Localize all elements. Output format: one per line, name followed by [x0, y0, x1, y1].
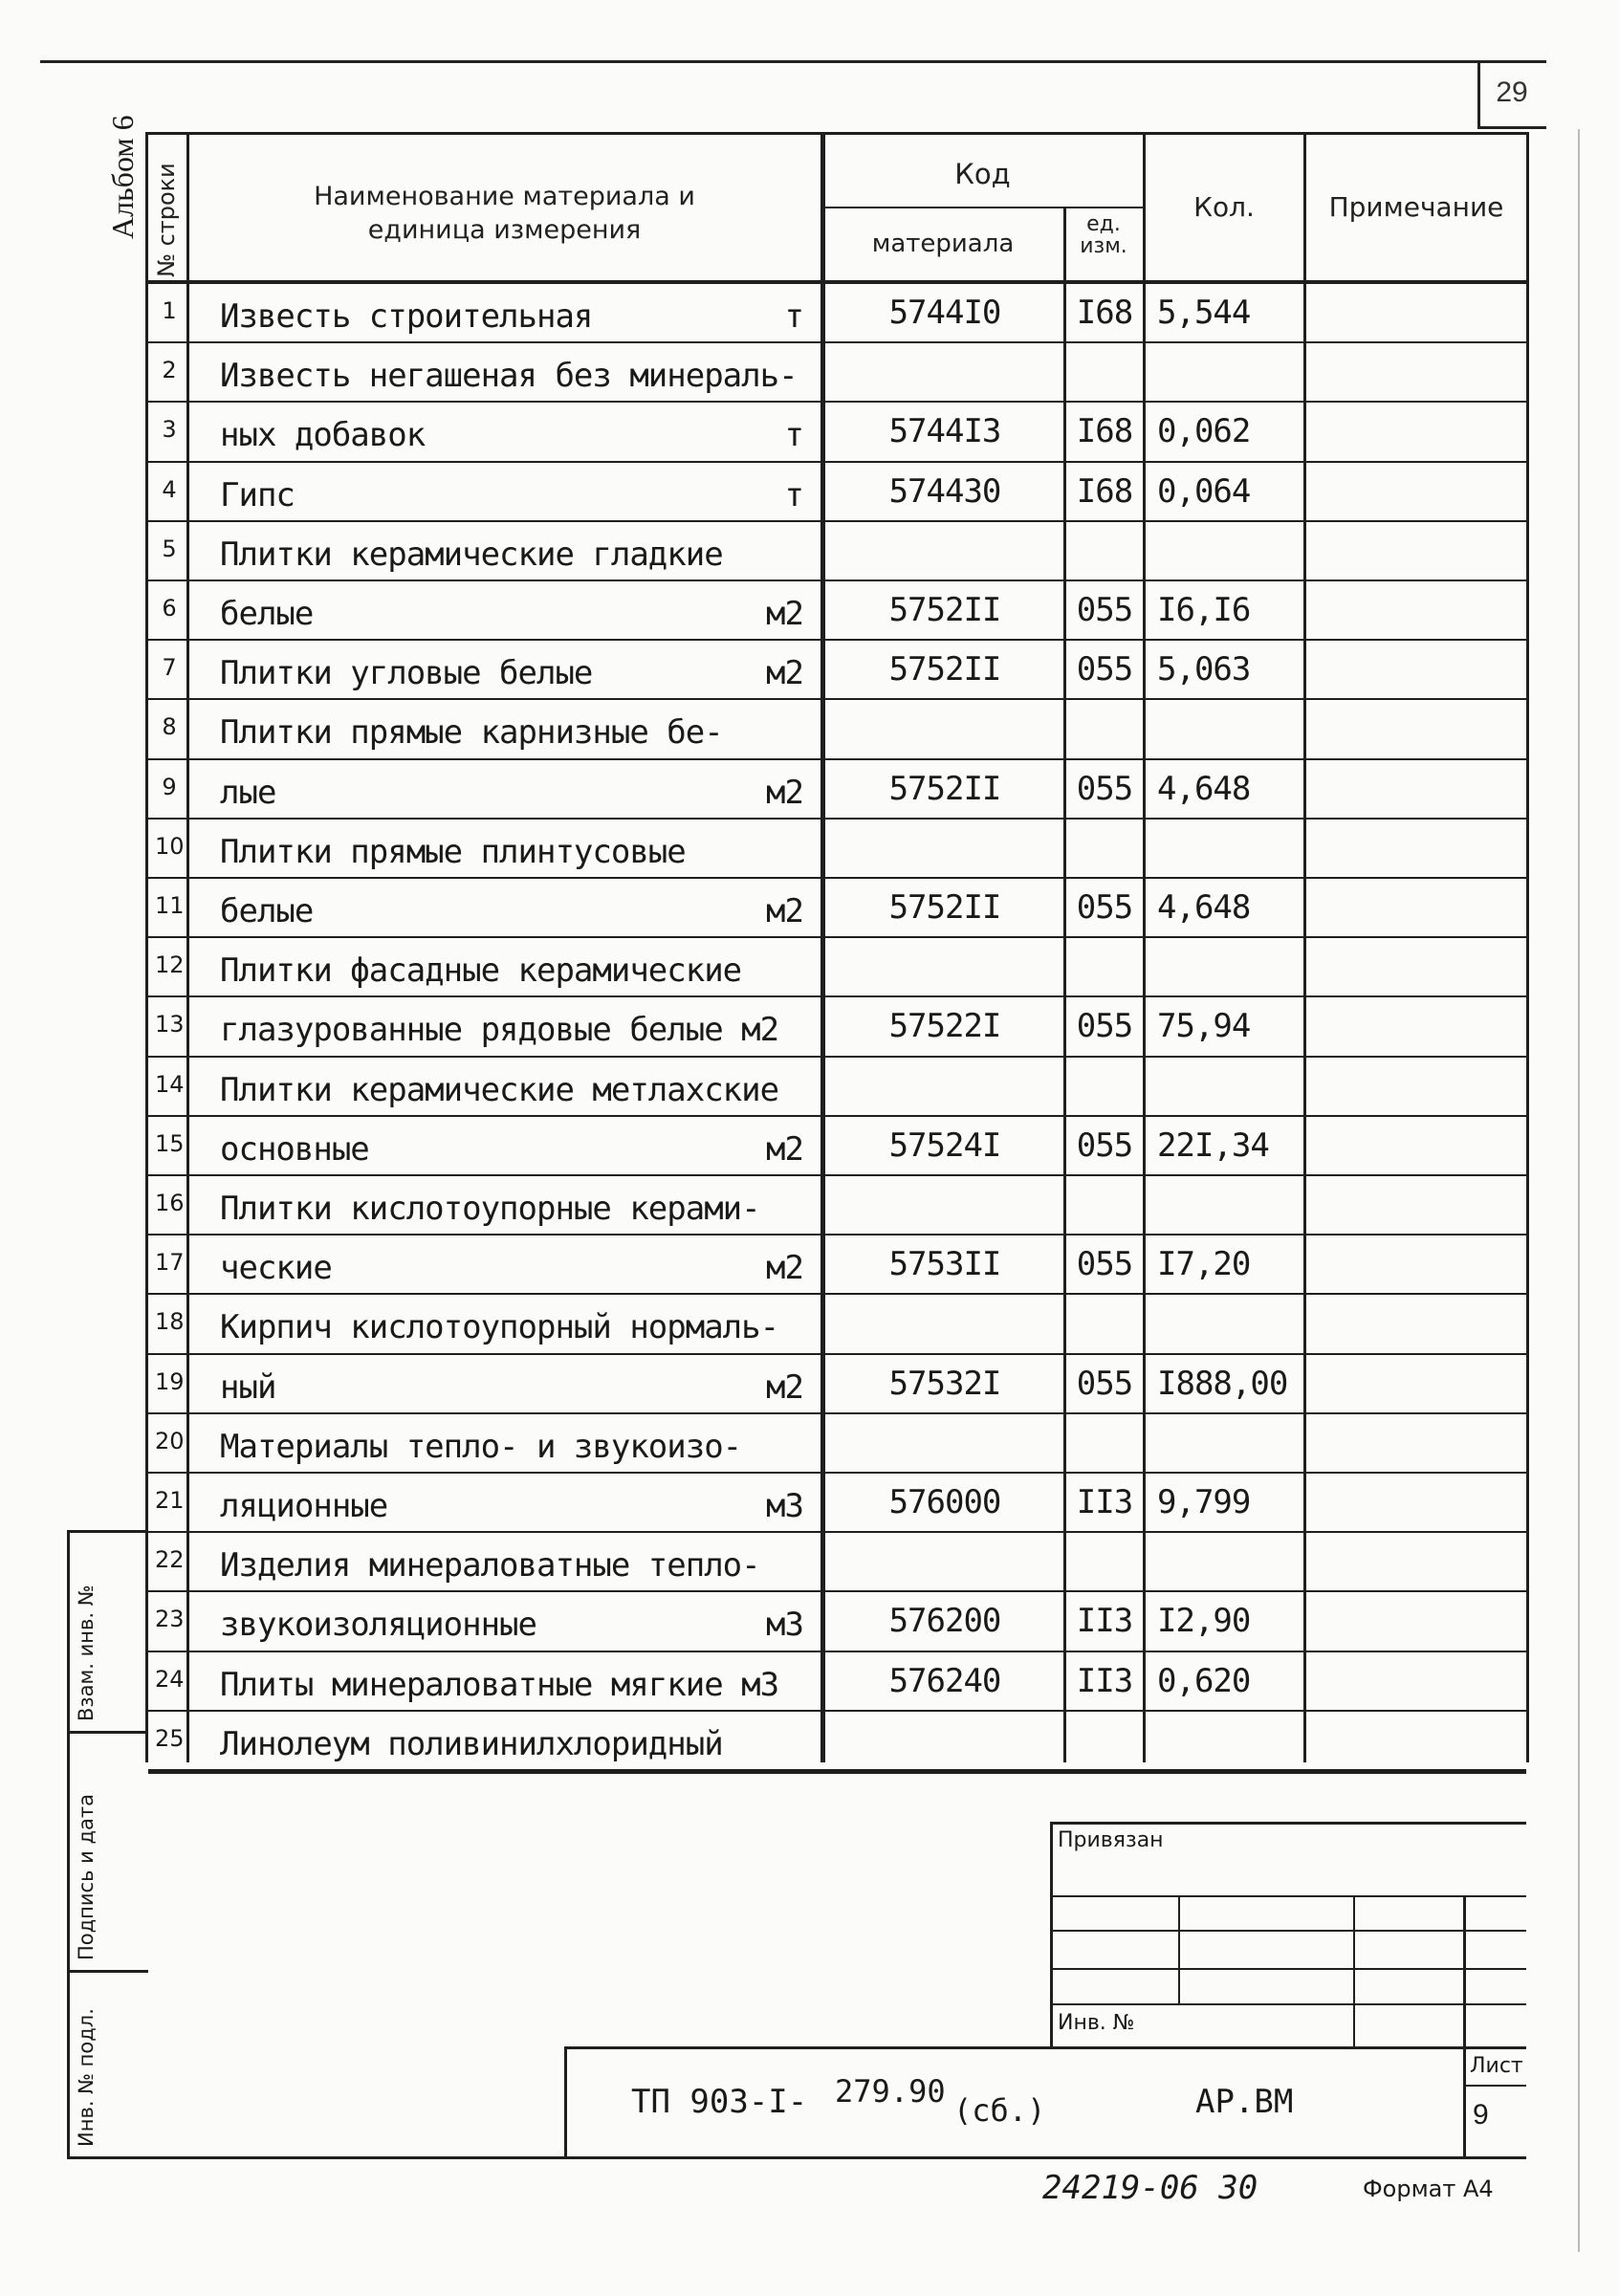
unit-code: 055 [1076, 1245, 1133, 1284]
header-name-line1: Наименование материала и [314, 182, 695, 211]
table-right-border [1526, 132, 1529, 1762]
material-code: 576200 [888, 1602, 1001, 1641]
material-unit: м2 [766, 892, 803, 930]
table-row-line [148, 818, 1526, 820]
quantity: I2,90 [1157, 1602, 1251, 1641]
stamp-grid-line-3 [1050, 1968, 1526, 1970]
material-code: 574430 [888, 471, 1001, 511]
material-unit: м2 [766, 773, 803, 812]
row-number: 17 [155, 1249, 185, 1277]
table-row-line [148, 1115, 1526, 1117]
stamp-grid-line-1 [1050, 1895, 1526, 1897]
table-row-line [148, 1293, 1526, 1295]
quantity: 4,648 [1157, 769, 1251, 808]
material-name: ческие [220, 1249, 332, 1288]
stamp-grid-col-2 [1353, 1895, 1355, 2046]
material-name: Известь строительная [220, 297, 593, 336]
row-number: 16 [155, 1190, 185, 1216]
stamp-main-top [564, 2046, 1526, 2049]
table-row-line [148, 698, 1526, 700]
row-number: 14 [155, 1070, 185, 1098]
stamp-inv-no: Инв. № [1058, 2011, 1135, 2035]
side-sep-1 [67, 1731, 148, 1734]
table-row-line [148, 520, 1526, 522]
header-rownum: № строки [153, 163, 180, 277]
table-row-line [148, 461, 1526, 463]
stamp-grid-col-1 [1178, 1895, 1180, 2003]
material-unit: м3 [766, 1606, 803, 1645]
table-row-line [148, 1590, 1526, 1592]
material-unit: м3 [766, 1487, 803, 1525]
quantity: 5,544 [1157, 294, 1251, 332]
material-name: белые [220, 892, 314, 930]
stamp-privyazan-label: Привязан [1058, 1828, 1164, 1852]
unit-code: 055 [1076, 1126, 1133, 1165]
row-number: 5 [162, 535, 177, 562]
header-bottom-border [145, 280, 1526, 284]
material-name: ляционные [220, 1487, 388, 1525]
table-row-line [148, 401, 1526, 403]
top-rule [40, 60, 1546, 63]
header-code-unit-2: изм. [1080, 234, 1127, 258]
material-name: Плитки фасадные керамические [220, 951, 742, 991]
material-name: ных добавок [220, 416, 426, 455]
material-code: 5753II [888, 1245, 1001, 1284]
stamp-grid-line-2 [1050, 1930, 1526, 1932]
col-sep-rownum [186, 132, 189, 1762]
material-name: Кирпич кислотоупорный нормаль- [220, 1308, 779, 1347]
right-edge-line [1578, 129, 1580, 2252]
material-name: Плитки керамические метлахские [220, 1070, 779, 1109]
unit-code: I68 [1076, 294, 1133, 332]
row-number: 10 [155, 832, 185, 860]
side-label-inv-podl: Инв. № подл. [75, 2008, 98, 2147]
material-unit: т [784, 416, 803, 455]
quantity: 4,648 [1157, 888, 1251, 927]
material-name: лые [220, 773, 276, 812]
unit-code: 055 [1076, 769, 1133, 808]
table-row-line [148, 1234, 1526, 1235]
row-number: 19 [155, 1367, 185, 1395]
side-column-top-border [67, 1530, 148, 1533]
page-bottom-border [67, 2156, 1526, 2159]
unit-code: 055 [1076, 1007, 1133, 1046]
material-name: Плитки прямые карнизные бе- [220, 713, 723, 753]
col-sep-qty [1303, 132, 1306, 1762]
col-sep-name [820, 132, 825, 1762]
material-unit: т [784, 297, 803, 336]
quantity: 75,94 [1157, 1007, 1251, 1046]
material-unit: м2 [766, 595, 803, 633]
stamp-section: АР.ВМ [1195, 2083, 1294, 2121]
header-name-line2: единица измерения [367, 215, 642, 245]
quantity: 0,064 [1157, 471, 1251, 511]
stamp-sheet-sep [1463, 2085, 1526, 2087]
side-column-left-border [67, 1530, 70, 2156]
stamp-privyazan-top [1050, 1822, 1526, 1825]
unit-code: II3 [1076, 1602, 1133, 1641]
unit-code: 055 [1076, 591, 1133, 629]
handwritten-archive-code: 24219-06 30 [1042, 2169, 1258, 2207]
material-name: Плитки керамические гладкие [220, 535, 723, 574]
table-row-line [148, 1710, 1526, 1712]
header-code-material: материала [871, 230, 1015, 258]
row-number: 6 [162, 595, 177, 622]
quantity: 5,063 [1157, 650, 1251, 689]
row-number: 25 [155, 1724, 185, 1752]
material-name: Изделия минераловатные тепло- [220, 1546, 760, 1585]
side-label-podpis: Подпись и дата [75, 1794, 98, 1960]
material-code: 5752II [888, 769, 1001, 808]
table-row-line [148, 1651, 1526, 1652]
stamp-doc-suffix: (сб.) [953, 2092, 1046, 2129]
quantity: I888,00 [1157, 1364, 1288, 1403]
material-name: Гипс [220, 475, 295, 514]
row-number: 21 [155, 1487, 185, 1514]
stamp-doc-code: ТП 903-I- [631, 2083, 808, 2121]
table-row-line [148, 1531, 1526, 1533]
unit-code: 055 [1076, 888, 1133, 927]
quantity: 0,062 [1157, 412, 1251, 451]
header-note: Примечание [1328, 191, 1504, 223]
material-code: 5752II [888, 888, 1001, 927]
material-code: 576240 [888, 1661, 1001, 1700]
header-code-unit-1: ед. [1086, 212, 1121, 236]
material-code: 5752II [888, 650, 1001, 689]
material-code: 57522I [888, 1007, 1001, 1046]
material-unit: м2 [766, 654, 803, 693]
row-number: 20 [155, 1427, 185, 1454]
row-number: 11 [155, 892, 185, 919]
unit-code: 055 [1076, 1364, 1133, 1403]
quantity: 9,799 [1157, 1483, 1251, 1521]
material-code: 57532I [888, 1364, 1001, 1403]
code-subheader-line [820, 207, 1146, 208]
table-row-line [148, 579, 1526, 581]
table-row-line [148, 936, 1526, 938]
table-row-line [148, 758, 1526, 760]
row-number: 15 [155, 1129, 185, 1157]
quantity: 0,620 [1157, 1661, 1251, 1700]
stamp-sheet-num: 9 [1473, 2099, 1489, 2131]
material-name: ный [220, 1367, 276, 1407]
quantity: I6,I6 [1157, 591, 1251, 629]
material-code: 5744I0 [888, 294, 1001, 332]
stamp-doc-num: 279.90 [835, 2073, 946, 2110]
row-number: 2 [162, 357, 177, 384]
material-code: 5744I3 [888, 412, 1001, 451]
row-number: 7 [162, 654, 177, 682]
row-number: 12 [155, 951, 185, 979]
table-row-line [148, 995, 1526, 997]
material-name: Материалы тепло- и звукоизо- [220, 1427, 742, 1466]
material-unit: м2 [766, 1367, 803, 1407]
table-row-line [148, 1472, 1526, 1474]
row-number: 8 [162, 713, 177, 741]
material-name: Плитки кислотоупорные керами- [220, 1190, 760, 1228]
row-number: 13 [155, 1011, 185, 1039]
material-name: Плиты минераловатные мягкие м3 [220, 1665, 779, 1704]
material-unit: т [784, 475, 803, 514]
quantity: 22I,34 [1157, 1126, 1269, 1165]
table-top-border [145, 132, 1526, 135]
table-row-line [148, 1056, 1526, 1058]
unit-code: II3 [1076, 1483, 1133, 1521]
material-name: звукоизоляционные [220, 1606, 536, 1645]
row-number: 9 [162, 773, 177, 800]
row-number: 23 [155, 1606, 185, 1633]
material-name: основные [220, 1129, 369, 1169]
material-name: Плитки прямые плинтусовые [220, 832, 686, 871]
material-code: 57524I [888, 1126, 1001, 1165]
stamp-top-border [148, 1771, 1526, 1774]
unit-code: I68 [1076, 471, 1133, 511]
header-qty: Кол. [1193, 191, 1255, 223]
table-left-border [145, 132, 148, 1762]
header-code: Код [954, 158, 1011, 190]
format-label: Формат А4 [1363, 2176, 1494, 2202]
album-label: Альбом 6 [105, 115, 140, 239]
material-name: Плитки угловые белые [220, 654, 593, 693]
row-number: 18 [155, 1308, 185, 1336]
side-sep-2 [67, 1970, 148, 1973]
row-number: 1 [162, 297, 177, 324]
material-name: глазурованные рядовые белые м2 [220, 1011, 779, 1050]
stamp-privyazan-left [1050, 1822, 1053, 2046]
material-name: белые [220, 595, 314, 633]
table-row-line [148, 341, 1526, 343]
stamp-main-left [564, 2046, 567, 2156]
row-number: 24 [155, 1665, 185, 1693]
table-row-line [148, 639, 1526, 641]
page-number: 29 [1496, 77, 1528, 108]
col-sep-unit [1143, 132, 1146, 1762]
table-row-line [148, 1412, 1526, 1414]
unit-code: 055 [1076, 650, 1133, 689]
table-row-line [148, 1353, 1526, 1355]
quantity: I7,20 [1157, 1245, 1251, 1284]
unit-code: II3 [1076, 1661, 1133, 1700]
material-code: 5752II [888, 591, 1001, 629]
stamp-grid-col-3 [1463, 1895, 1466, 2156]
stamp-grid-line-4 [1050, 2003, 1526, 2005]
material-name: Известь негашеная без минераль- [220, 357, 798, 396]
row-number: 3 [162, 416, 177, 444]
material-unit: м2 [766, 1249, 803, 1288]
row-number: 4 [162, 475, 177, 503]
material-unit: м2 [766, 1129, 803, 1169]
stamp-sheet-label: Лист [1470, 2054, 1523, 2078]
row-number: 22 [155, 1546, 185, 1574]
material-code: 576000 [888, 1483, 1001, 1521]
table-row-line [148, 877, 1526, 879]
table-row-line [148, 1174, 1526, 1176]
side-label-vzam: Взам. инв. № [75, 1585, 98, 1721]
material-name: Линолеум поливинилхлоридный [220, 1724, 723, 1763]
unit-code: I68 [1076, 412, 1133, 451]
